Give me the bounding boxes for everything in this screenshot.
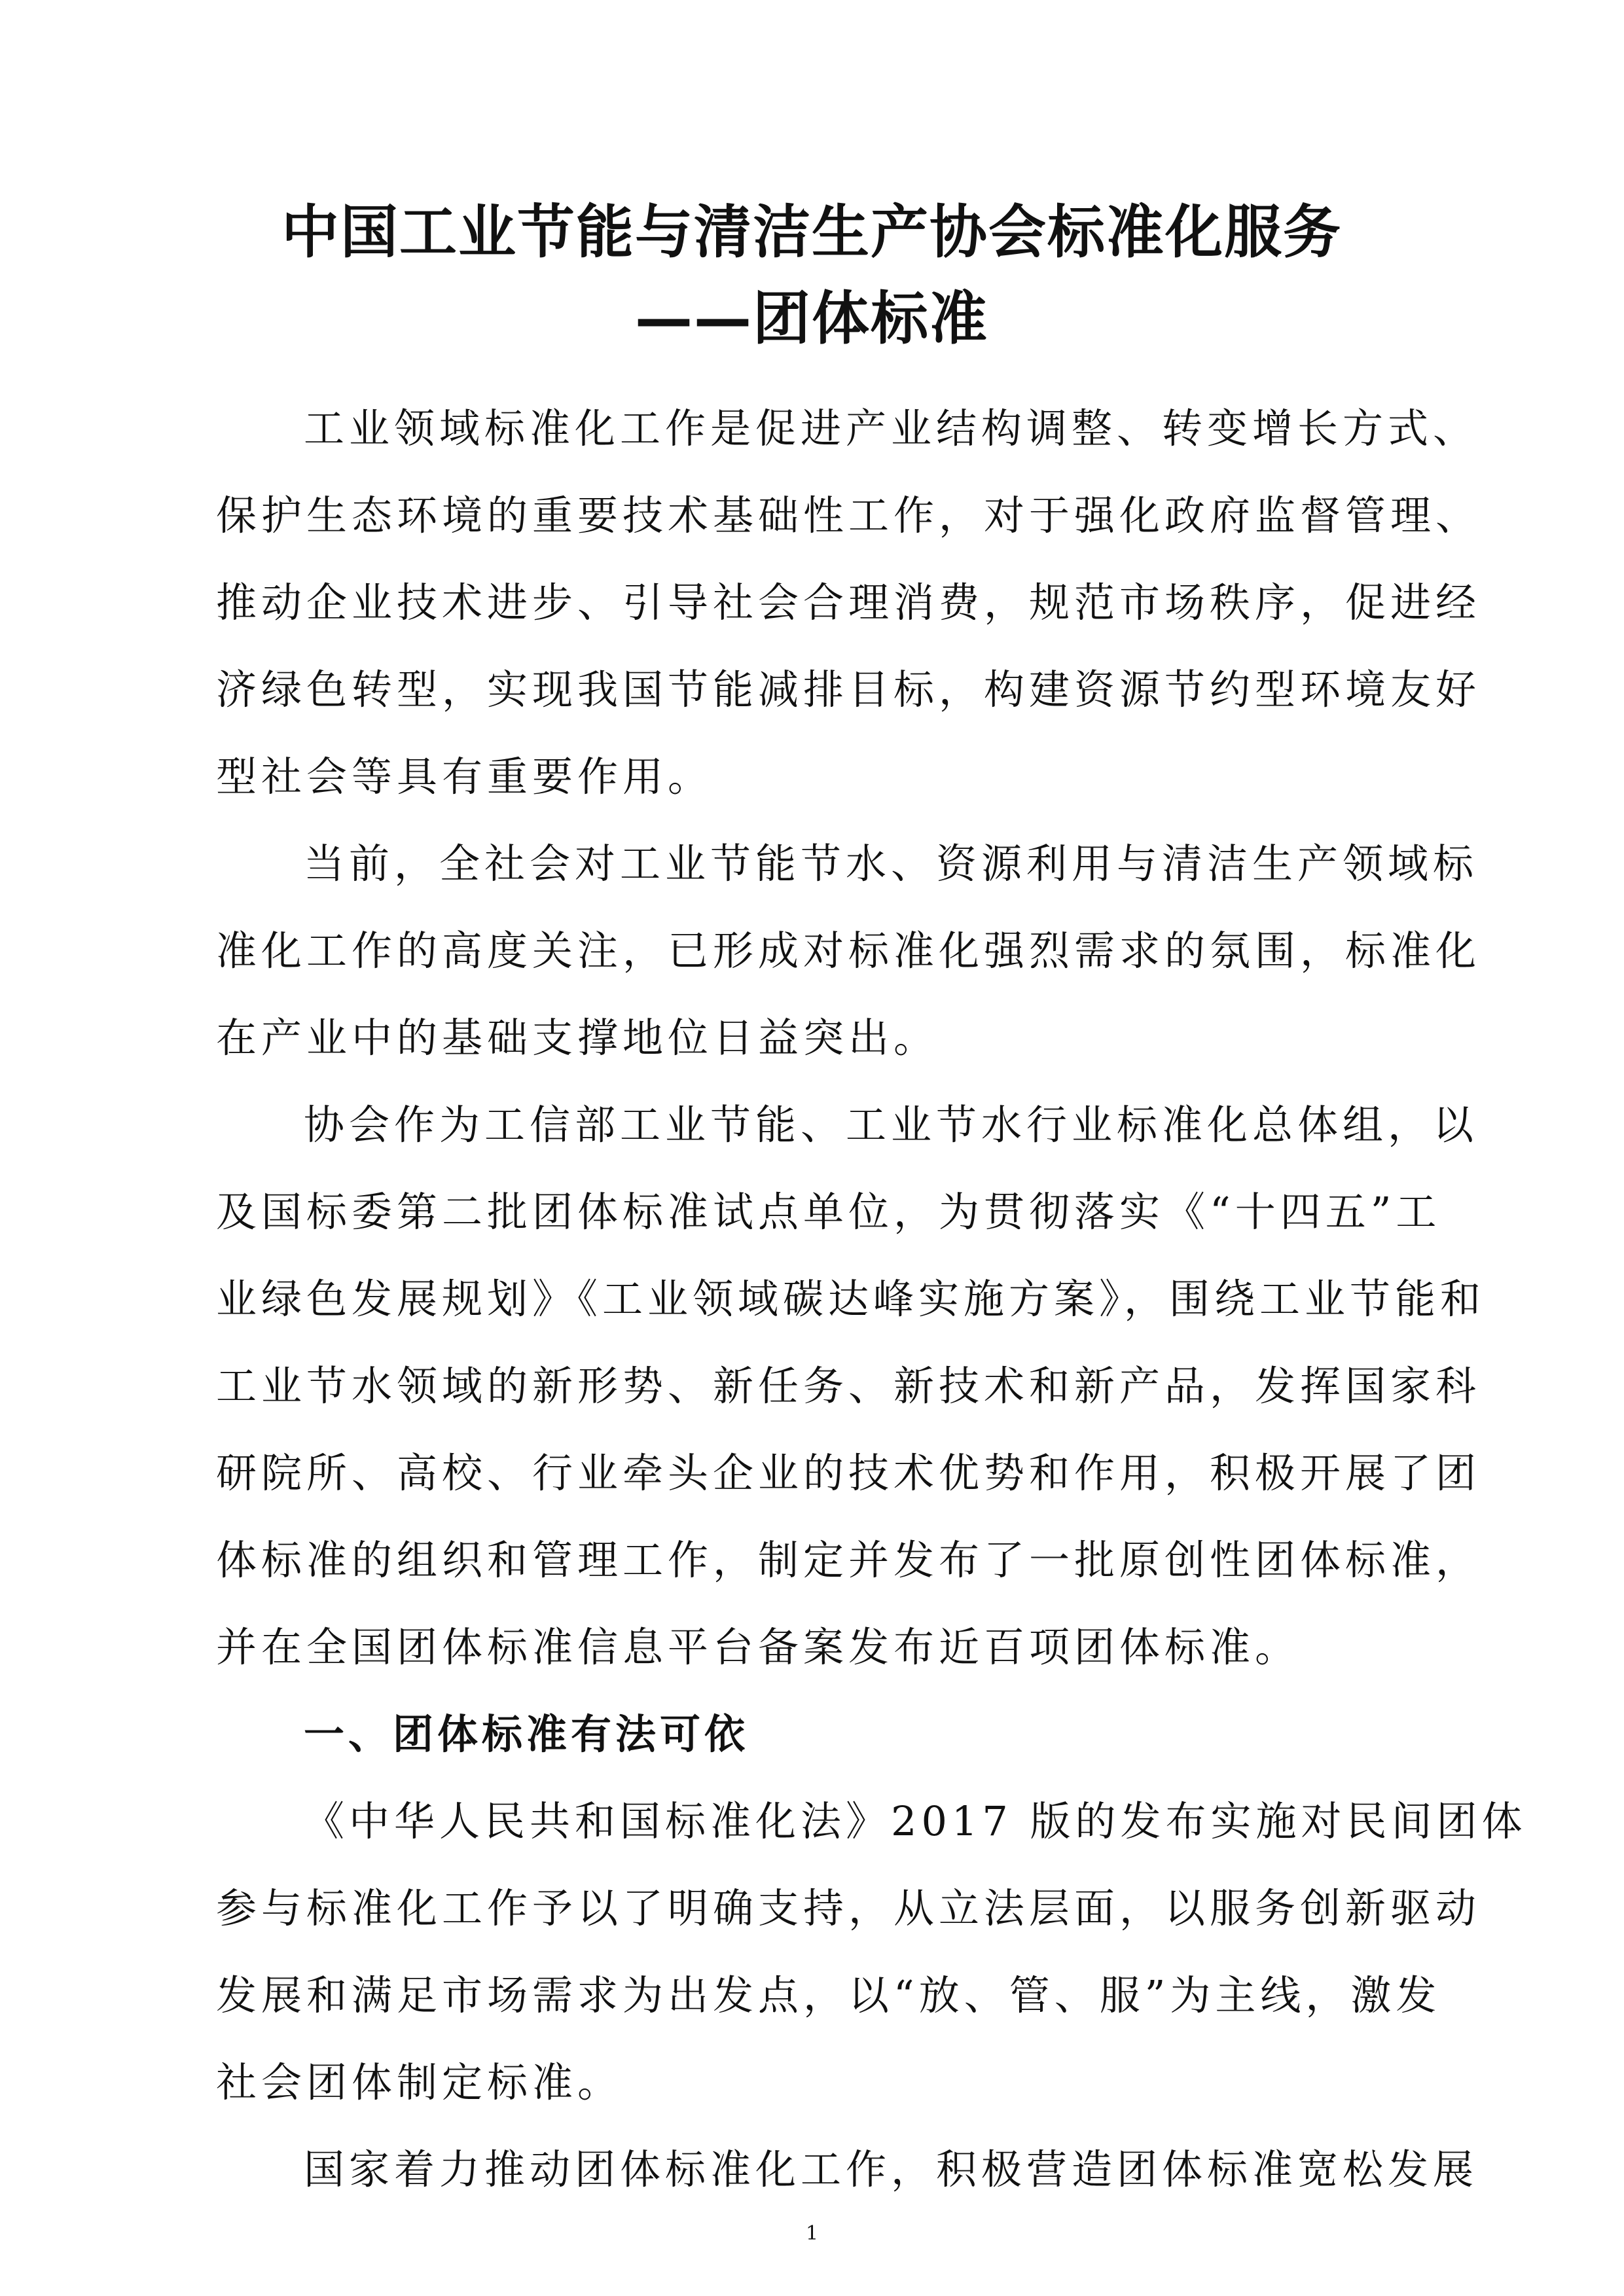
paragraph-line: 发展和满足市场需求为出发点，以“放、管、服”为主线，激发 — [216, 1971, 1441, 2019]
paragraph-line: 当前，全社会对工业节能节水、资源利用与清洁生产领域标 — [304, 840, 1479, 888]
paragraph-line: 型社会等具有重要作用。 — [216, 753, 713, 800]
paragraph-line: 研院所、高校、行业牵头企业的技术优势和作用，积极开展了团 — [216, 1449, 1481, 1497]
paragraph-line: 工业节水领域的新形势、新任务、新技术和新产品，发挥国家科 — [216, 1362, 1481, 1410]
paragraph-line: 协会作为工信部工业节能、工业节水行业标准化总体组，以 — [304, 1101, 1479, 1149]
paragraph-intro — [216, 385, 1481, 820]
paragraph-line: 保护生态环境的重要技术基础性工作，对于强化政府监督管理、 — [216, 492, 1481, 539]
paragraph-law — [216, 1778, 1527, 2126]
paragraph-line: 准化工作的高度关注，已形成对标准化强烈需求的氛围，标准化 — [216, 927, 1481, 975]
paragraph-line: 参与标准化工作予以了明确支持，从立法层面，以服务创新驱动 — [216, 1884, 1481, 1932]
paragraph-line: 国家着力推动团体标准化工作，积极营造团体标准宽松发展 — [304, 2145, 1479, 2193]
paragraph-line: 体标准的组织和管理工作，制定并发布了一批原创性团体标准， — [216, 1536, 1481, 1584]
paragraph-line: 业绿色发展规划》《工业领域碳达峰实施方案》，围绕工业节能和 — [216, 1275, 1486, 1323]
page-number: 1 — [805, 2222, 819, 2245]
paragraph-line: 社会团体制定标准。 — [216, 2058, 623, 2106]
paragraph-line: 在产业中的基础支撑地位日益突出。 — [216, 1014, 939, 1062]
paragraph-line: 济绿色转型，实现我国节能减排目标，构建资源节约型环境友好 — [216, 666, 1481, 713]
paragraph-association — [216, 1081, 1486, 1691]
paragraph-line: 《中华人民共和国标准化法》2017 版的发布实施对民间团体 — [304, 1797, 1527, 1845]
document-subtitle: ——团体标准 — [634, 285, 988, 352]
paragraph-line: 并在全国团体标准信息平台备案发布近百项团体标准。 — [216, 1623, 1301, 1671]
section-heading: 一、团体标准有法可依 — [304, 1710, 749, 1758]
paragraph-line: 及国标委第二批团体标准试点单位，为贯彻落实《“十四五”工 — [216, 1188, 1441, 1236]
document-title: 中国工业节能与清洁生产协会标准化服务 — [281, 198, 1342, 266]
paragraph-line: 工业领域标准化工作是促进产业结构调整、转变增长方式、 — [304, 404, 1479, 452]
paragraph-line: 推动企业技术进步、引导社会合理消费，规范市场秩序，促进经 — [216, 579, 1481, 626]
paragraph-national — [216, 2126, 1479, 2213]
paragraph-current — [216, 820, 1481, 1081]
